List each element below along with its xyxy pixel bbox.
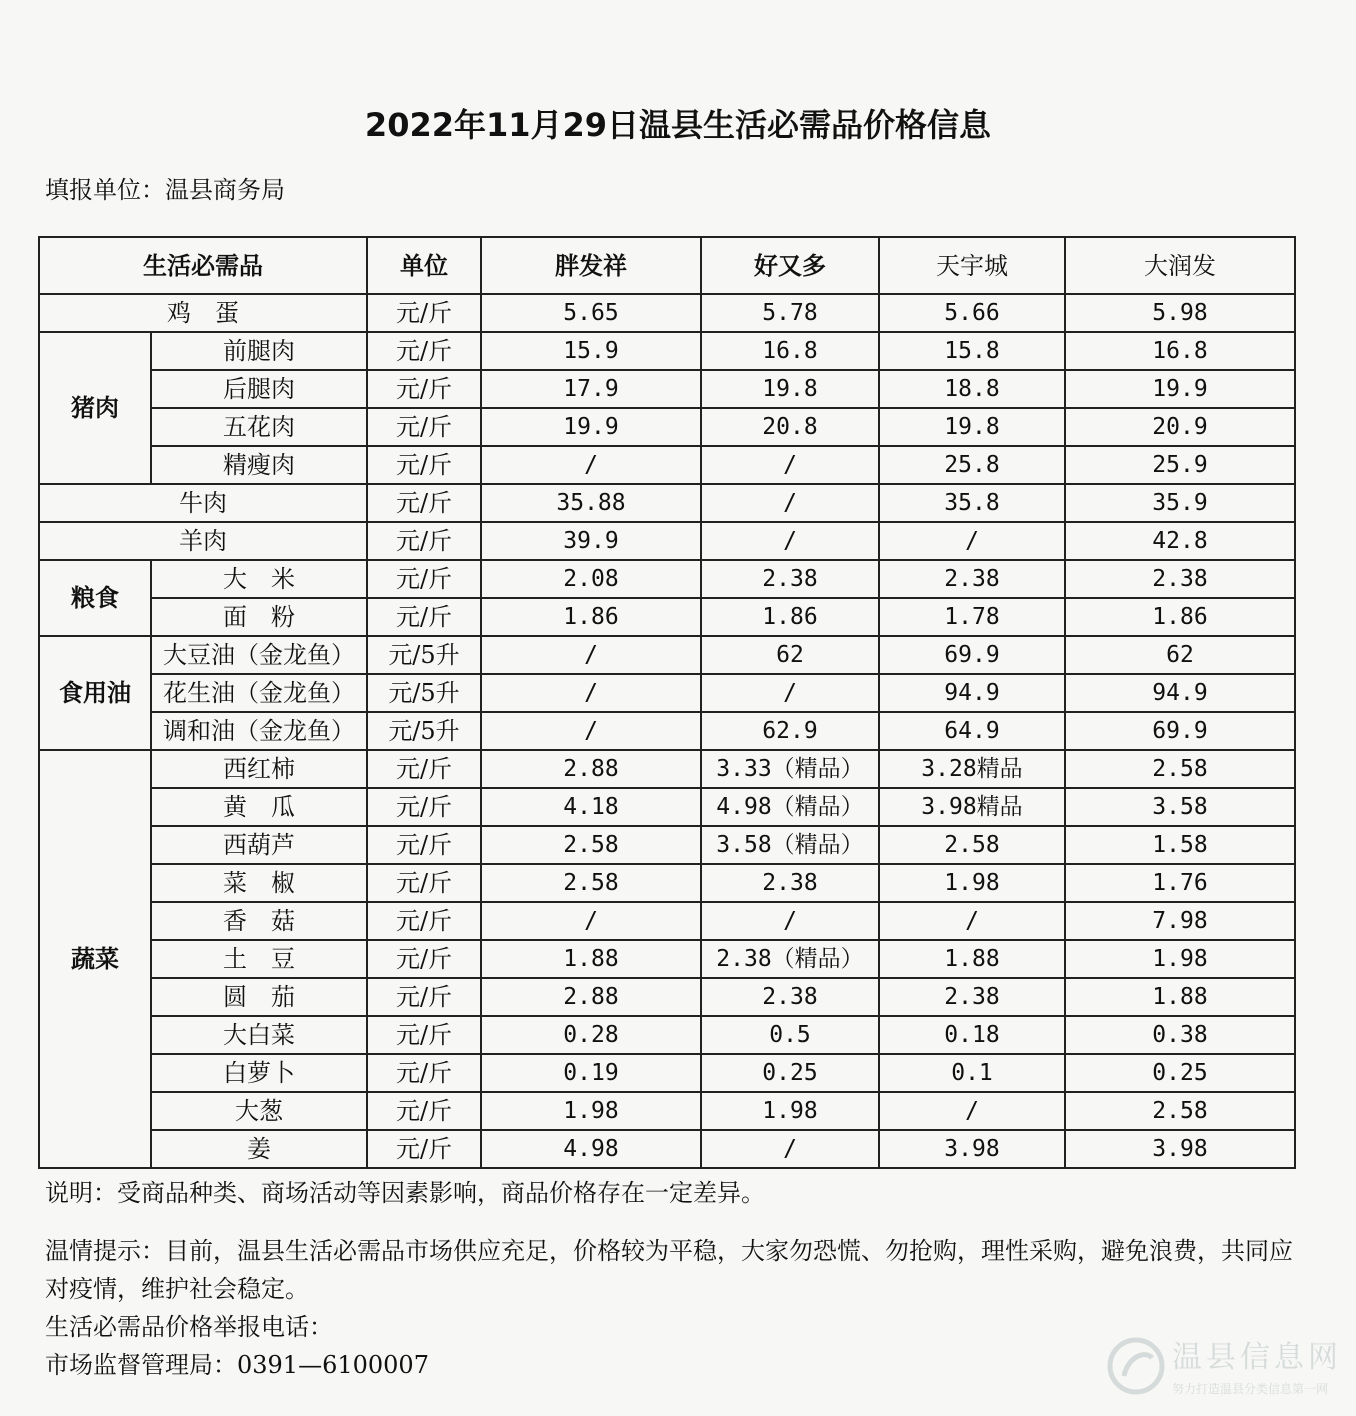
price-cell: 1.78 — [879, 598, 1065, 636]
item-cell: 香 菇 — [151, 902, 367, 940]
price-cell: 17.9 — [481, 370, 701, 408]
price-cell: 62 — [1065, 636, 1295, 674]
price-cell: 3.98 — [879, 1130, 1065, 1168]
price-cell: 19.9 — [1065, 370, 1295, 408]
price-cell: 20.8 — [701, 408, 879, 446]
item-cell: 白萝卜 — [151, 1054, 367, 1092]
price-cell: 4.18 — [481, 788, 701, 826]
price-cell: 20.9 — [1065, 408, 1295, 446]
price-cell: / — [879, 1092, 1065, 1130]
price-cell: 2.38（精品） — [701, 940, 879, 978]
price-cell: 2.58 — [1065, 1092, 1295, 1130]
price-cell: 64.9 — [879, 712, 1065, 750]
price-cell: 1.98 — [481, 1092, 701, 1130]
table-row — [39, 446, 1295, 484]
price-cell: 1.76 — [1065, 864, 1295, 902]
unit-cell: 元/斤 — [367, 788, 481, 826]
reporting-unit: 填报单位：温县商务局 — [45, 176, 285, 204]
category-cell: 食用油 — [39, 636, 151, 750]
table-row — [39, 1054, 1295, 1092]
price-cell: 69.9 — [1065, 712, 1295, 750]
price-note: 说明：受商品种类、商场活动等因素影响，商品价格存在一定差异。 — [45, 1179, 765, 1207]
price-cell: 19.8 — [701, 370, 879, 408]
unit-cell: 元/斤 — [367, 560, 481, 598]
item-cell: 鸡 蛋 — [39, 294, 367, 332]
swirl-logo-icon — [1106, 1336, 1166, 1396]
price-cell: 2.08 — [481, 560, 701, 598]
table-row — [39, 1092, 1295, 1130]
table-row — [39, 864, 1295, 902]
price-cell: 1.98 — [879, 864, 1065, 902]
table-row — [39, 598, 1295, 636]
tips-text: 温情提示：目前，温县生活必需品市场供应充足，价格较为平稳，大家勿恐慌、勿抢购，理性采购，避免浪费，共同应对疫情，维护社会稳定。 — [45, 1237, 1293, 1303]
price-cell: 3.98精品 — [879, 788, 1065, 826]
price-cell: 0.25 — [701, 1054, 879, 1092]
price-cell: / — [701, 902, 879, 940]
price-cell: 3.58（精品） — [701, 826, 879, 864]
price-cell: 2.58 — [1065, 750, 1295, 788]
item-cell: 西葫芦 — [151, 826, 367, 864]
item-cell: 调和油（金龙鱼） — [151, 712, 367, 750]
price-cell: / — [701, 674, 879, 712]
price-cell: 18.8 — [879, 370, 1065, 408]
price-cell: 3.58 — [1065, 788, 1295, 826]
price-cell: / — [481, 712, 701, 750]
price-cell: 3.28精品 — [879, 750, 1065, 788]
item-cell: 姜 — [151, 1130, 367, 1168]
unit-cell: 元/5升 — [367, 674, 481, 712]
category-cell: 蔬菜 — [39, 750, 151, 1168]
price-cell: / — [879, 902, 1065, 940]
price-cell: 5.65 — [481, 294, 701, 332]
unit-cell: 元/斤 — [367, 332, 481, 370]
unit-cell: 元/斤 — [367, 294, 481, 332]
table-row — [39, 294, 1295, 332]
item-cell: 大葱 — [151, 1092, 367, 1130]
price-cell: 35.8 — [879, 484, 1065, 522]
item-cell: 牛肉 — [39, 484, 367, 522]
price-cell: / — [481, 674, 701, 712]
table-row — [39, 674, 1295, 712]
price-cell: 16.8 — [1065, 332, 1295, 370]
price-cell: 2.38 — [879, 560, 1065, 598]
price-cell: 94.9 — [879, 674, 1065, 712]
table-row — [39, 940, 1295, 978]
unit-cell: 元/斤 — [367, 1016, 481, 1054]
price-cell: 1.98 — [1065, 940, 1295, 978]
table-row — [39, 788, 1295, 826]
price-cell: 3.33（精品） — [701, 750, 879, 788]
table-row — [39, 522, 1295, 560]
price-cell: 1.86 — [1065, 598, 1295, 636]
price-cell: 2.88 — [481, 978, 701, 1016]
unit-cell: 元/斤 — [367, 826, 481, 864]
table-row — [39, 408, 1295, 446]
price-cell: 39.9 — [481, 522, 701, 560]
category-cell: 粮食 — [39, 560, 151, 636]
unit-cell: 元/斤 — [367, 370, 481, 408]
price-cell: 2.38 — [701, 978, 879, 1016]
price-cell: / — [701, 484, 879, 522]
price-cell: 2.58 — [481, 826, 701, 864]
item-cell: 五花肉 — [151, 408, 367, 446]
header-store-2: 好又多 — [701, 237, 879, 294]
item-cell: 后腿肉 — [151, 370, 367, 408]
unit-cell: 元/斤 — [367, 446, 481, 484]
item-cell: 大 米 — [151, 560, 367, 598]
item-cell: 精瘦肉 — [151, 446, 367, 484]
price-cell: 62 — [701, 636, 879, 674]
price-cell: 2.58 — [879, 826, 1065, 864]
hotline-label: 生活必需品价格举报电话： — [45, 1313, 333, 1341]
price-cell: 15.8 — [879, 332, 1065, 370]
unit-cell: 元/5升 — [367, 712, 481, 750]
price-cell: 4.98 — [481, 1130, 701, 1168]
price-cell: 16.8 — [701, 332, 879, 370]
watermark-slogan: 努力打造温县分类信息第一网 — [1172, 1382, 1329, 1396]
unit-cell: 元/斤 — [367, 1054, 481, 1092]
table-row — [39, 902, 1295, 940]
price-cell: 35.9 — [1065, 484, 1295, 522]
price-cell: / — [701, 522, 879, 560]
price-cell: 19.8 — [879, 408, 1065, 446]
unit-cell: 元/斤 — [367, 1092, 481, 1130]
price-cell: 3.98 — [1065, 1130, 1295, 1168]
table-row — [39, 978, 1295, 1016]
unit-cell: 元/斤 — [367, 902, 481, 940]
page-title: 2022年11月29日温县生活必需品价格信息 — [364, 106, 992, 144]
price-cell: 2.38 — [701, 560, 879, 598]
watermark — [1106, 1330, 1346, 1408]
table-header-row — [39, 237, 1295, 294]
price-cell: 2.38 — [1065, 560, 1295, 598]
table-row — [39, 1130, 1295, 1168]
unit-cell: 元/斤 — [367, 484, 481, 522]
hotline-number: 市场监督管理局：0391—6100007 — [45, 1351, 429, 1379]
unit-cell: 元/斤 — [367, 408, 481, 446]
item-cell: 黄 瓜 — [151, 788, 367, 826]
unit-cell: 元/斤 — [367, 598, 481, 636]
price-cell: 19.9 — [481, 408, 701, 446]
unit-cell: 元/斤 — [367, 940, 481, 978]
price-cell: 0.5 — [701, 1016, 879, 1054]
price-cell: 1.88 — [1065, 978, 1295, 1016]
item-cell: 花生油（金龙鱼） — [151, 674, 367, 712]
price-cell: 42.8 — [1065, 522, 1295, 560]
price-cell: / — [481, 902, 701, 940]
item-cell: 大白菜 — [151, 1016, 367, 1054]
item-cell: 羊肉 — [39, 522, 367, 560]
table-row — [39, 484, 1295, 522]
price-cell: 35.88 — [481, 484, 701, 522]
unit-cell: 元/斤 — [367, 1130, 481, 1168]
price-cell: 2.38 — [879, 978, 1065, 1016]
item-cell: 西红柿 — [151, 750, 367, 788]
category-cell: 猪肉 — [39, 332, 151, 484]
price-cell: 1.88 — [879, 940, 1065, 978]
price-cell: 62.9 — [701, 712, 879, 750]
unit-cell: 元/斤 — [367, 750, 481, 788]
price-cell: 5.98 — [1065, 294, 1295, 332]
item-cell: 圆 茄 — [151, 978, 367, 1016]
price-cell: 25.8 — [879, 446, 1065, 484]
table-row — [39, 750, 1295, 788]
price-cell: 1.98 — [701, 1092, 879, 1130]
header-store-3: 天宇城 — [879, 237, 1065, 294]
unit-cell: 元/5升 — [367, 636, 481, 674]
price-cell: 0.18 — [879, 1016, 1065, 1054]
header-item: 生活必需品 — [39, 237, 367, 294]
unit-cell: 元/斤 — [367, 522, 481, 560]
price-cell: 1.88 — [481, 940, 701, 978]
item-cell: 土 豆 — [151, 940, 367, 978]
price-cell: 4.98（精品） — [701, 788, 879, 826]
price-cell: 0.38 — [1065, 1016, 1295, 1054]
price-cell: 0.19 — [481, 1054, 701, 1092]
price-cell: 0.28 — [481, 1016, 701, 1054]
item-cell: 大豆油（金龙鱼） — [151, 636, 367, 674]
price-cell: 5.78 — [701, 294, 879, 332]
table-row — [39, 636, 1295, 674]
table-row — [39, 826, 1295, 864]
price-cell: 1.86 — [701, 598, 879, 636]
unit-cell: 元/斤 — [367, 864, 481, 902]
header-store-4: 大润发 — [1065, 237, 1295, 294]
table-row — [39, 712, 1295, 750]
price-cell: 2.38 — [701, 864, 879, 902]
table-row — [39, 560, 1295, 598]
unit-cell: 元/斤 — [367, 978, 481, 1016]
header-store-1: 胖发祥 — [481, 237, 701, 294]
price-cell: 1.58 — [1065, 826, 1295, 864]
table-row — [39, 332, 1295, 370]
price-cell: 5.66 — [879, 294, 1065, 332]
price-cell: 69.9 — [879, 636, 1065, 674]
item-cell: 菜 椒 — [151, 864, 367, 902]
price-cell: 7.98 — [1065, 902, 1295, 940]
price-cell: 94.9 — [1065, 674, 1295, 712]
table-row — [39, 1016, 1295, 1054]
price-cell: / — [481, 636, 701, 674]
price-cell: / — [879, 522, 1065, 560]
item-cell: 面 粉 — [151, 598, 367, 636]
price-cell: 2.88 — [481, 750, 701, 788]
header-unit: 单位 — [367, 237, 481, 294]
price-cell: 25.9 — [1065, 446, 1295, 484]
table-row — [39, 370, 1295, 408]
price-cell: 0.25 — [1065, 1054, 1295, 1092]
price-cell: 0.1 — [879, 1054, 1065, 1092]
price-cell: 2.58 — [481, 864, 701, 902]
price-table — [38, 236, 1296, 1169]
watermark-name: 温县信息网 — [1172, 1340, 1342, 1375]
price-cell: / — [481, 446, 701, 484]
item-cell: 前腿肉 — [151, 332, 367, 370]
price-cell: 1.86 — [481, 598, 701, 636]
price-cell: 15.9 — [481, 332, 701, 370]
price-cell: / — [701, 1130, 879, 1168]
price-cell: / — [701, 446, 879, 484]
